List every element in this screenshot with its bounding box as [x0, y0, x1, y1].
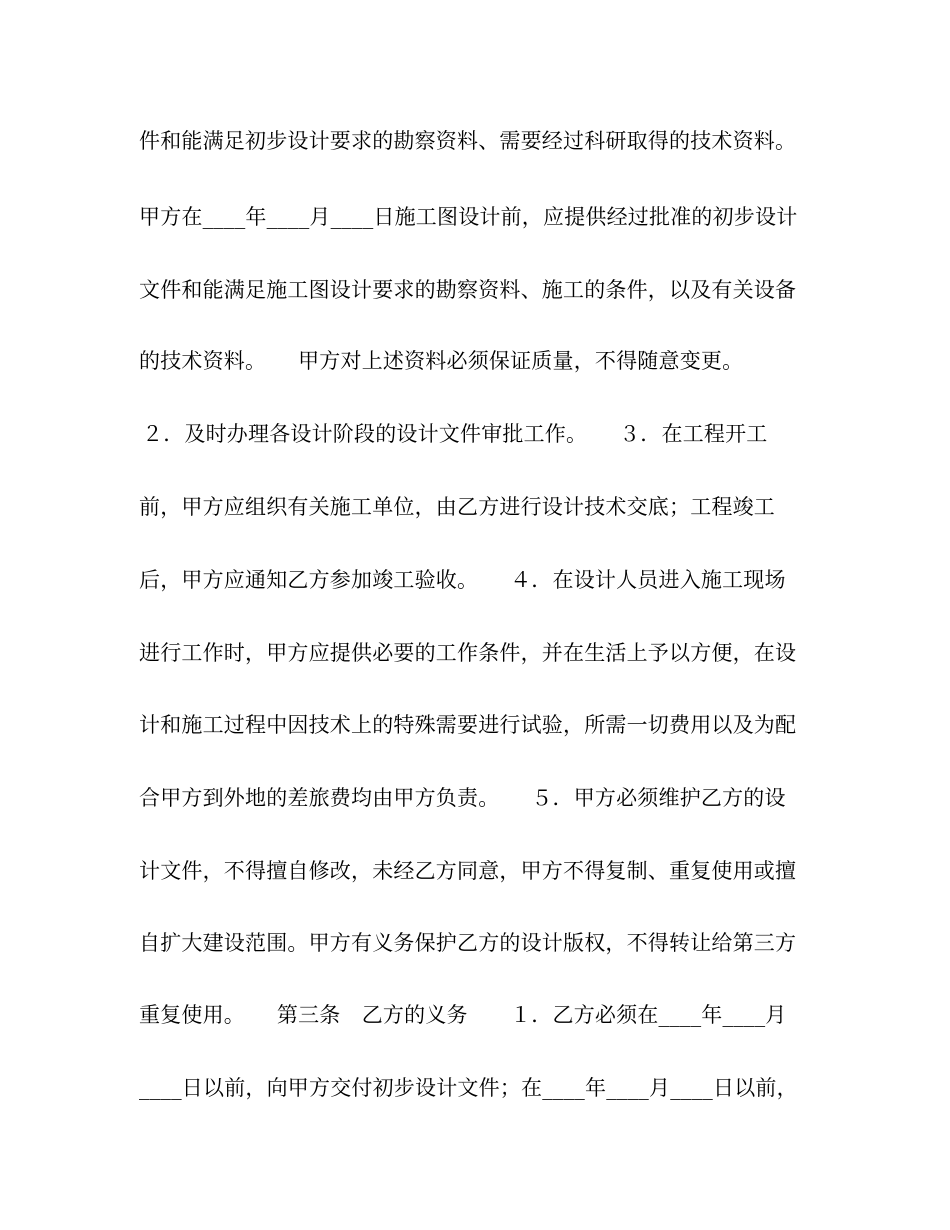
text-line: 计文件，不得擅自修改，未经乙方同意，甲方不得复制、重复使用或擅 [139, 859, 797, 883]
text-line: ２．及时办理各设计阶段的设计文件审批工作。 ３．在工程开工 [142, 422, 768, 446]
text-line: 合甲方到外地的差旅费均由甲方负责。 ５．甲方必须维护乙方的设 [139, 786, 786, 810]
text-line: ____日以前，向甲方交付初步设计文件；在____年____月____日以前， [139, 1076, 798, 1100]
text-line: 文件和能满足施工图设计要求的勘察资料、施工的条件，以及有关设备 [139, 278, 797, 302]
text-line: 自扩大建设范围。甲方有义务保护乙方的设计版权，不得转让给第三方 [139, 931, 797, 955]
text-line: 的技术资料。 甲方对上述资料必须保证质量，不得随意变更。 [139, 349, 744, 373]
text-line: 后，甲方应通知乙方参加竣工验收。 ４．在设计人员进入施工现场 [139, 568, 786, 592]
text-line: 件和能满足初步设计要求的勘察资料、需要经过科研取得的技术资料。 [139, 129, 797, 153]
text-line: 甲方在____年____月____日施工图设计前，应提供经过批准的初步设计 [139, 205, 798, 229]
text-line: 前，甲方应组织有关施工单位，由乙方进行设计技术交底；工程竣工 [139, 495, 775, 519]
text-line: 重复使用。 第三条 乙方的义务 １．乙方必须在____年____月 [139, 1003, 787, 1027]
text-line: 进行工作时，甲方应提供必要的工作条件，并在生活上予以方便，在设 [139, 641, 797, 665]
text-line: 计和施工过程中因技术上的特殊需要进行试验，所需一切费用以及为配 [139, 713, 797, 737]
